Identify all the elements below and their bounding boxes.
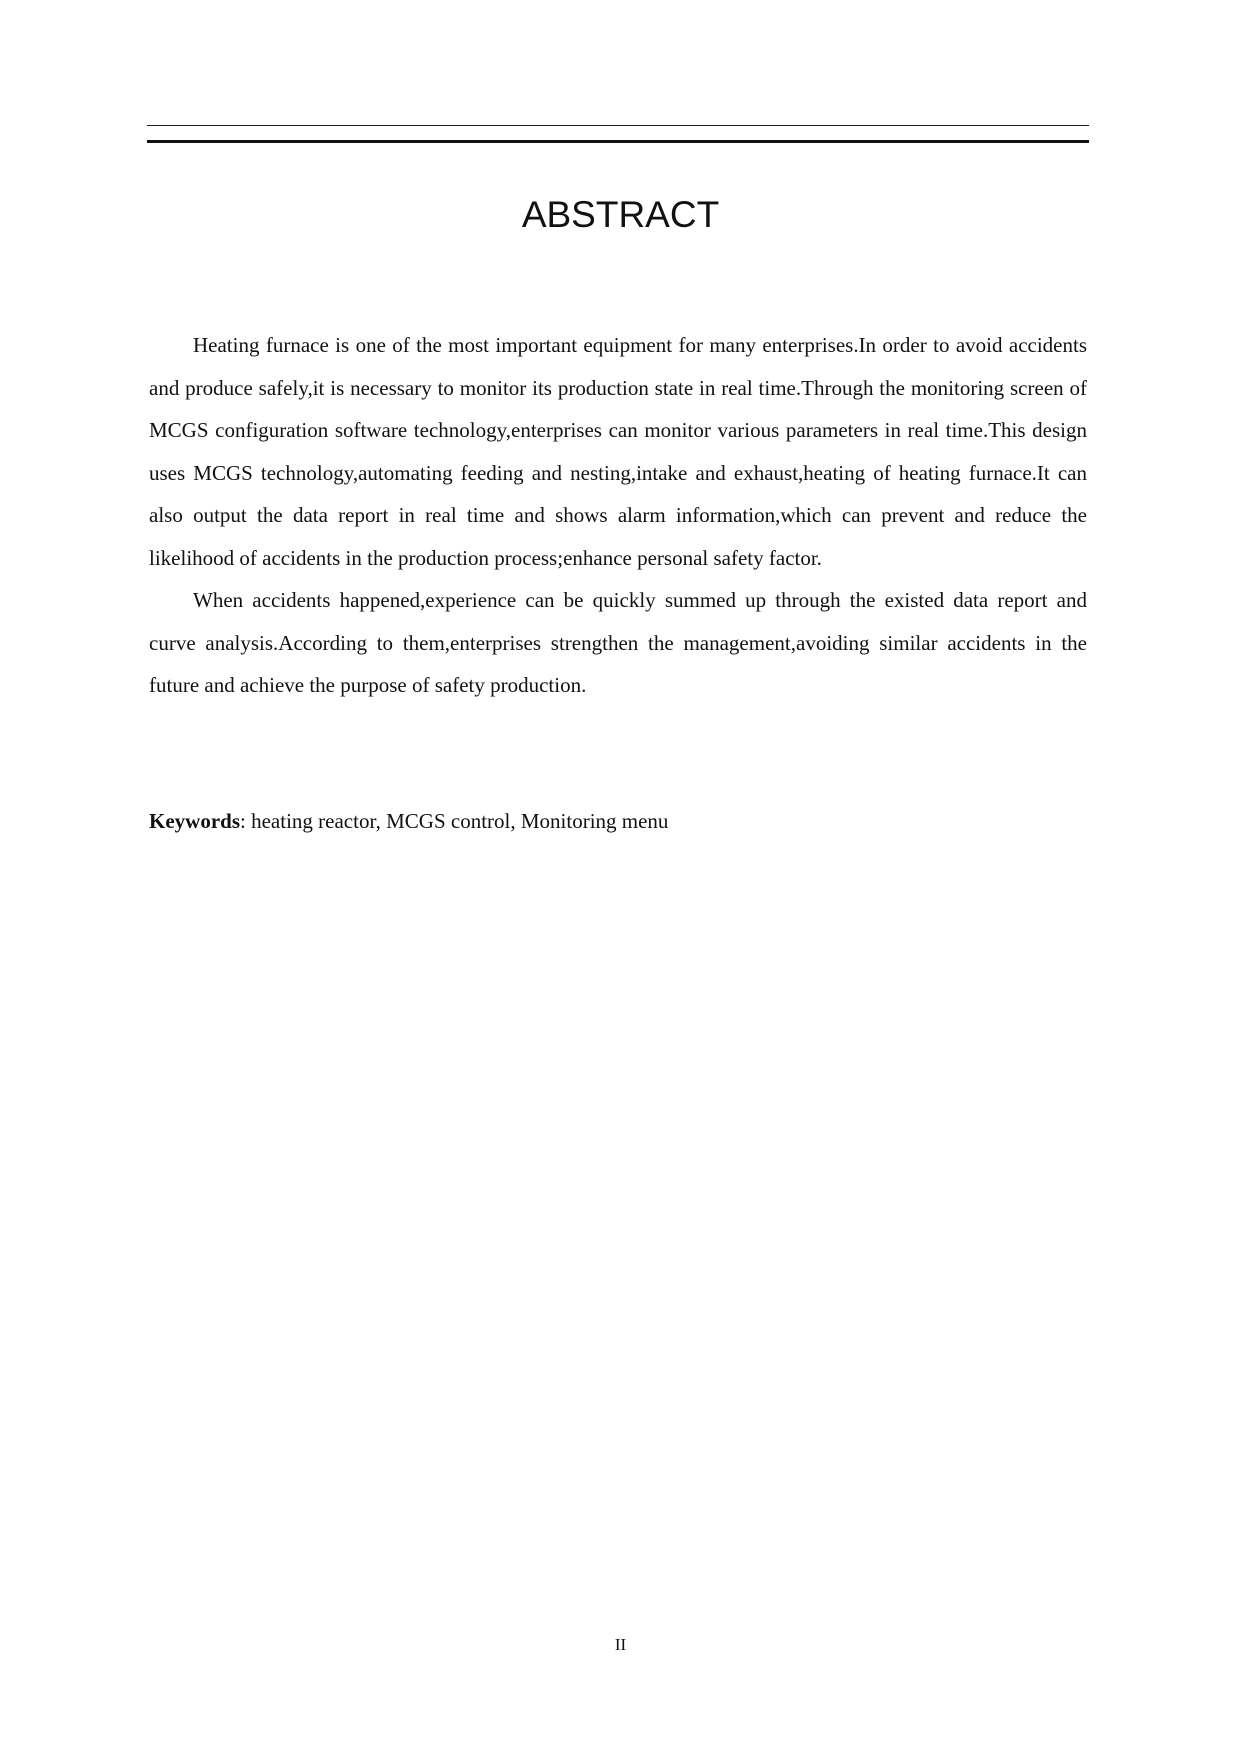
keywords-separator: : [240,809,252,833]
header-rule-thick [147,140,1089,143]
keywords-text: heating reactor, MCGS control, Monitoring menu [251,809,669,833]
keywords-line [149,800,1087,842]
page-title: ABSTRACT [521,194,720,235]
abstract-paragraph-1: Heating furnace is one of the most important equipment for many enterprises.In order to avoid accidents and produce safely,it is necessary to monitor its production state in real time.Through the monitoring screen of MCGS configuration software technology,enterprises can monitor various parameters in real time.This design uses MCGS technology,automating feeding and nesting,intake and exhaust,heating of heating furnace.It can also output the data report in real time and shows alarm information,which can prevent and reduce the likelihood of accidents in the production process;enhance personal safety factor. [149,333,1087,570]
abstract-body [149,324,1087,707]
abstract-paragraph-2: When accidents happened,experience can be quickly summed up through the existed data report and curve analysis.According to them,enterprises strengthen the management,avoiding similar accidents in the future and achieve the purpose of safety production. [149,588,1087,697]
keywords-label: Keywords [149,809,240,833]
page-number: II [614,1635,627,1654]
header-rule-thin [147,125,1089,126]
